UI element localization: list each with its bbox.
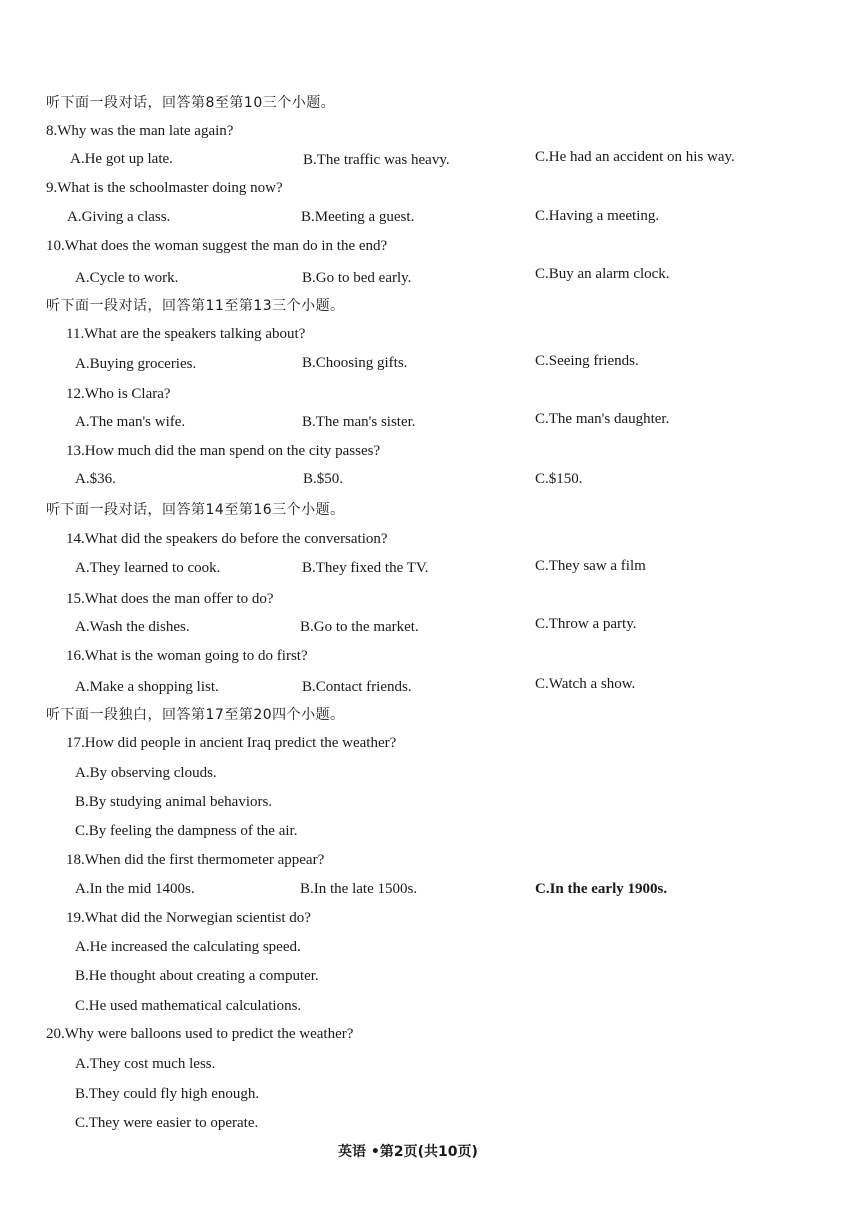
section-heading: 听下面一段对话，回答第11至第13三个小题。	[46, 298, 345, 314]
question-15: 15.What does the man offer to do?	[66, 591, 274, 607]
option-15b: B.Go to the market.	[300, 619, 419, 635]
option-19c: C.He used mathematical calculations.	[75, 998, 302, 1014]
option-14c: C.They saw a film	[535, 558, 646, 574]
option-18b: B.In the late 1500s.	[300, 881, 418, 897]
option-17c: C.By feeling the dampness of the air.	[75, 823, 298, 839]
question-12: 12.Who is Clara?	[66, 386, 171, 402]
option-12c: C.The man's daughter.	[535, 411, 670, 427]
page-footer: 英语 •第2页(共10页)	[338, 1144, 478, 1160]
section-heading: 听下面一段对话，回答第14至第16三个小题。	[46, 502, 345, 518]
question-20: 20.Why were balloons used to predict the weather?	[46, 1026, 354, 1042]
option-8c: C.He had an accident on his way.	[535, 149, 735, 165]
question-19: 19.What did the Norwegian scientist do?	[66, 910, 311, 926]
option-11b: B.Choosing gifts.	[302, 355, 408, 371]
question-9: 9.What is the schoolmaster doing now?	[46, 180, 283, 196]
section-heading: 听下面一段独白，回答第17至第20四个小题。	[46, 707, 345, 723]
question-10: 10.What does the woman suggest the man do in the end?	[46, 238, 388, 254]
option-11a: A.Buying groceries.	[75, 356, 197, 372]
question-16: 16.What is the woman going to do first?	[66, 648, 308, 664]
option-13c: C.$150.	[535, 471, 583, 487]
option-9c: C.Having a meeting.	[535, 208, 660, 224]
option-16c: C.Watch a show.	[535, 676, 636, 692]
option-20b: B.They could fly high enough.	[75, 1086, 260, 1102]
question-13: 13.How much did the man spend on the city passes?	[66, 443, 381, 459]
question-17: 17.How did people in ancient Iraq predict the weather?	[66, 735, 397, 751]
option-14b: B.They fixed the TV.	[302, 560, 429, 576]
section-heading: 听下面一段对话，回答第8至第10三个小题。	[46, 95, 336, 111]
option-15c: C.Throw a party.	[535, 616, 637, 632]
option-8a: A.He got up late.	[70, 151, 173, 167]
option-19a: A.He increased the calculating speed.	[75, 939, 301, 955]
option-8b: B.The traffic was heavy.	[303, 152, 450, 168]
option-14a: A.They learned to cook.	[75, 560, 221, 576]
option-20c: C.They were easier to operate.	[75, 1115, 259, 1131]
option-19b: B.He thought about creating a computer.	[75, 968, 319, 984]
option-12b: B.The man's sister.	[302, 414, 416, 430]
option-10c: C.Buy an alarm clock.	[535, 266, 670, 282]
question-18: 18.When did the first thermometer appear?	[66, 852, 325, 868]
option-16a: A.Make a shopping list.	[75, 679, 219, 695]
question-11: 11.What are the speakers talking about?	[66, 326, 306, 342]
option-20a: A.They cost much less.	[75, 1056, 216, 1072]
question-14: 14.What did the speakers do before the conversation?	[66, 531, 388, 547]
option-17b: B.By studying animal behaviors.	[75, 794, 273, 810]
option-10a: A.Cycle to work.	[75, 270, 179, 286]
option-9b: B.Meeting a guest.	[301, 209, 415, 225]
option-15a: A.Wash the dishes.	[75, 619, 190, 635]
option-9a: A.Giving a class.	[67, 209, 171, 225]
option-18a: A.In the mid 1400s.	[75, 881, 195, 897]
option-11c: C.Seeing friends.	[535, 353, 639, 369]
option-17a: A.By observing clouds.	[75, 765, 217, 781]
option-18c: C.In the early 1900s.	[535, 881, 668, 897]
option-10b: B.Go to bed early.	[302, 270, 412, 286]
option-12a: A.The man's wife.	[75, 414, 186, 430]
question-8: 8.Why was the man late again?	[46, 123, 234, 139]
option-13b: B.$50.	[303, 471, 344, 487]
option-13a: A.$36.	[75, 471, 116, 487]
option-16b: B.Contact friends.	[302, 679, 412, 695]
